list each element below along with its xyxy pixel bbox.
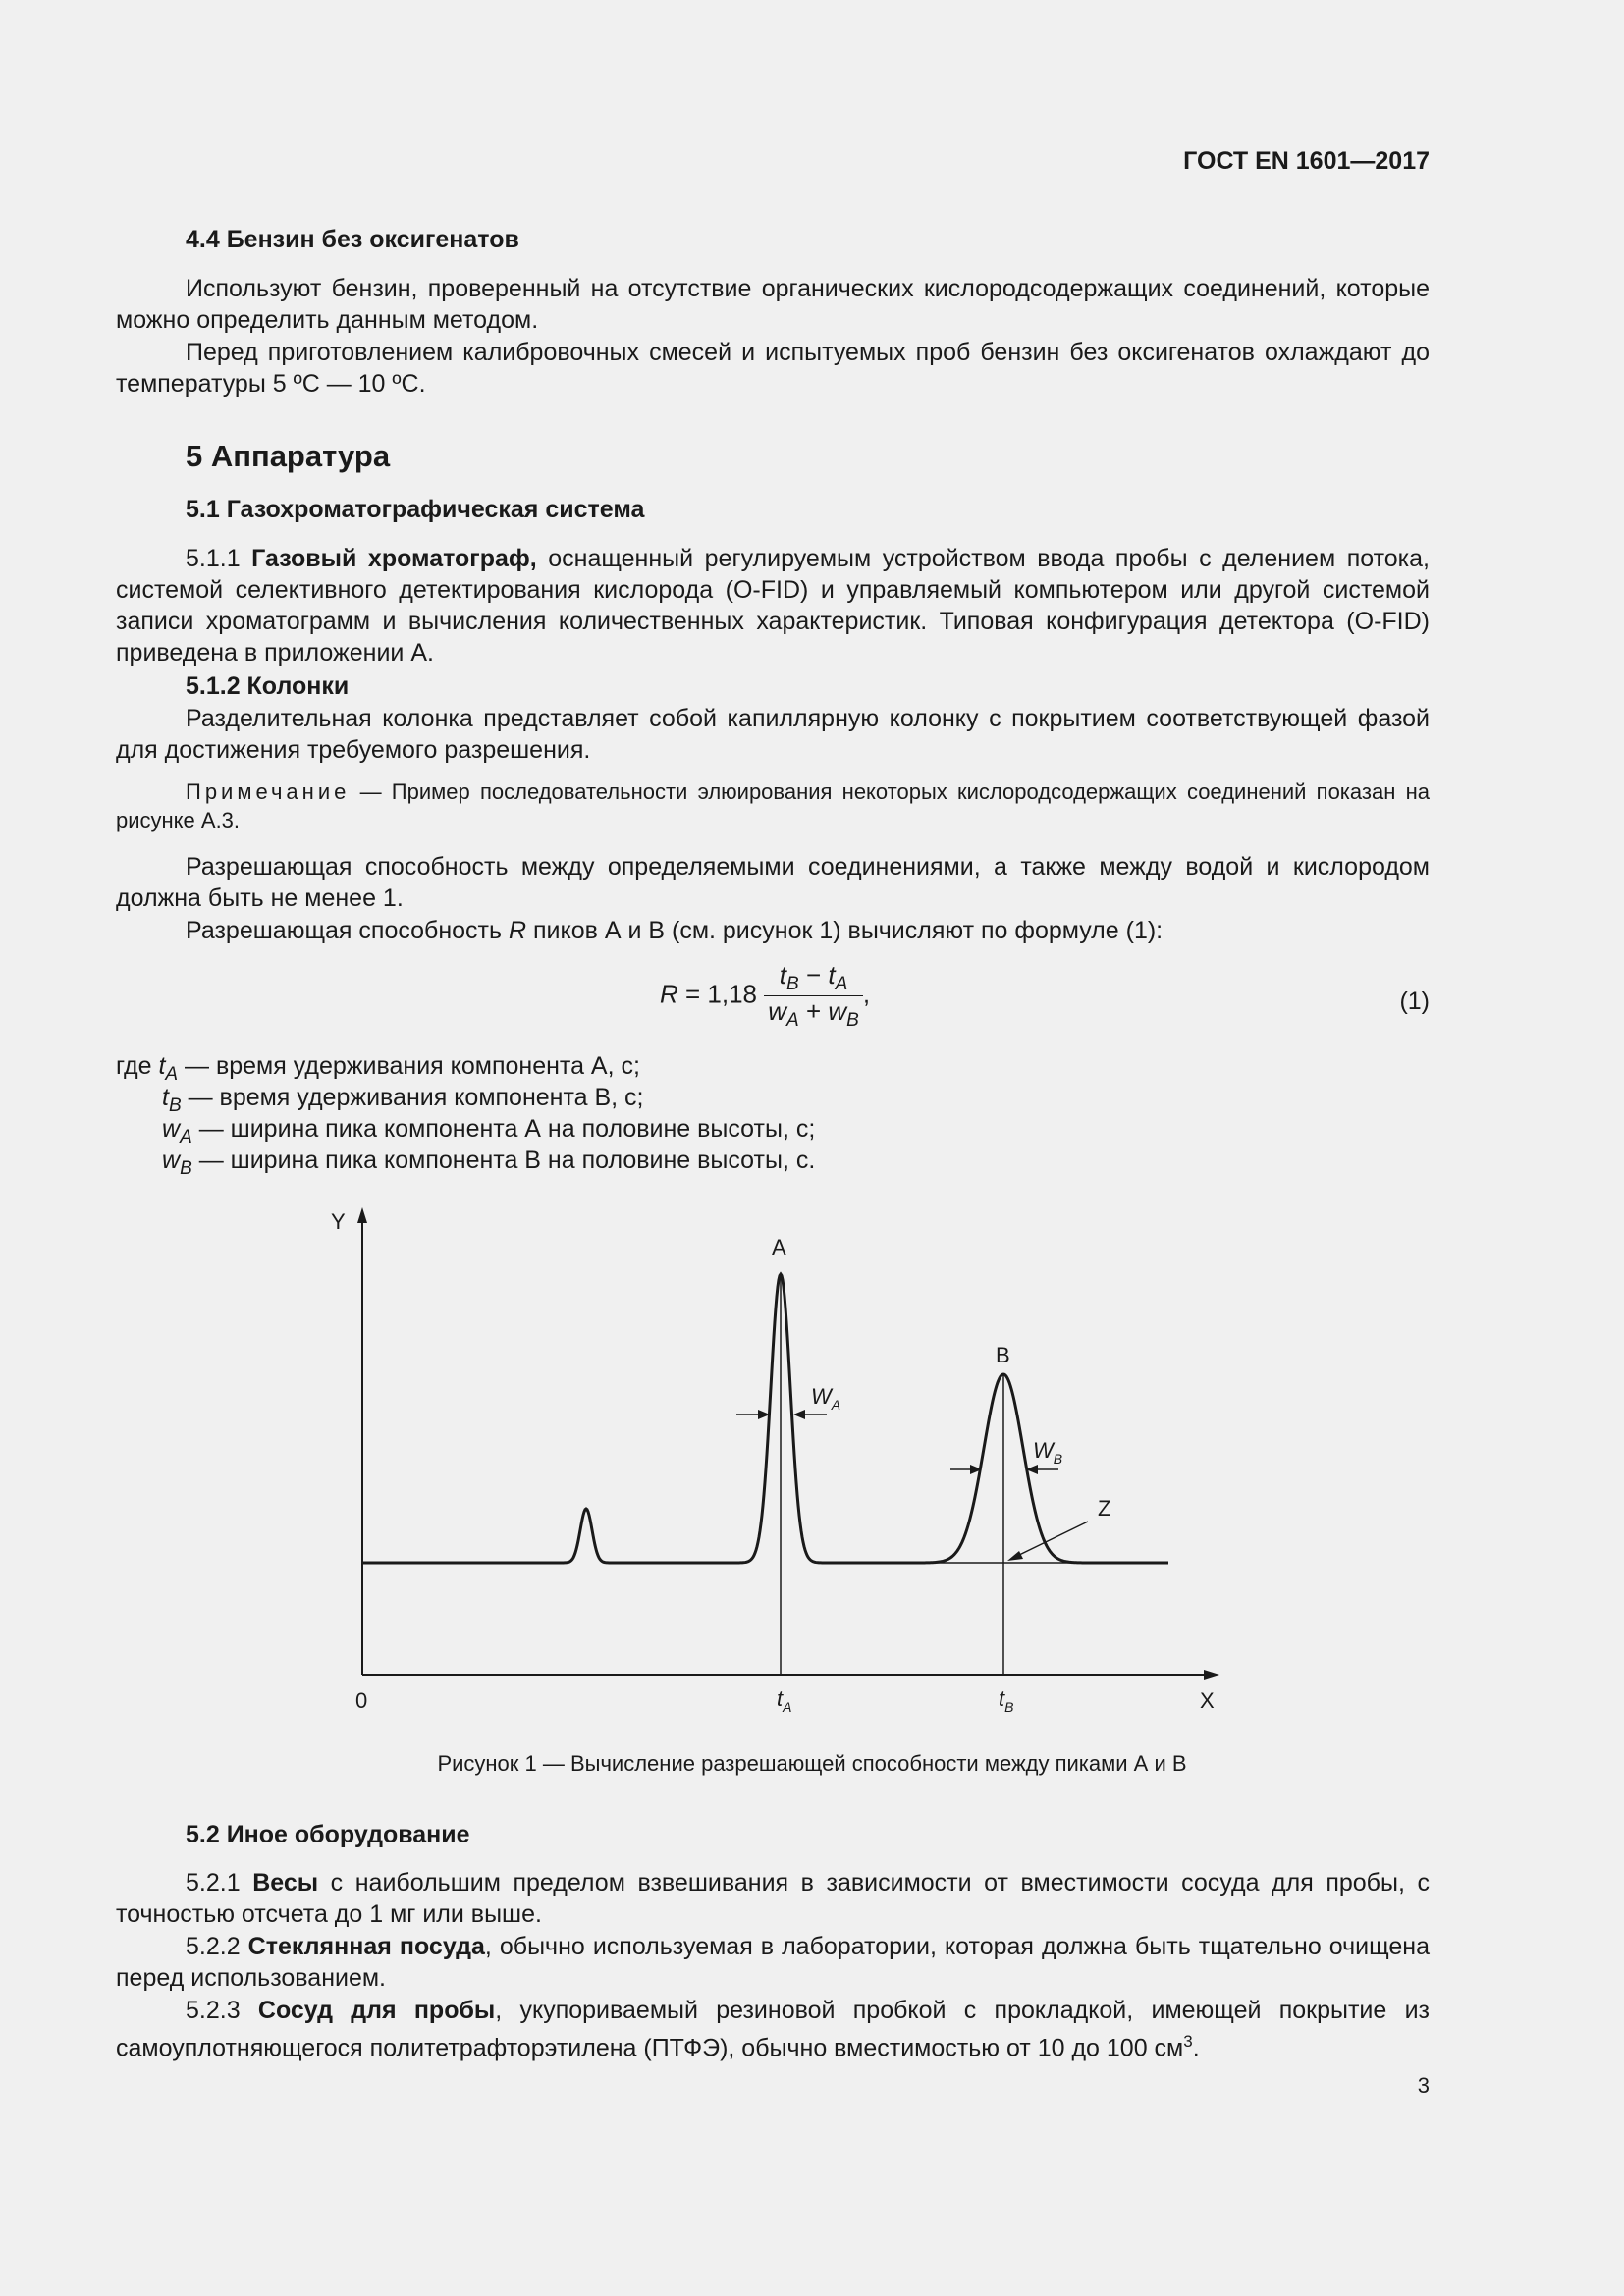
paragraph-number: 5.2.3 bbox=[186, 1997, 258, 2024]
term-glassware: Стеклянная посуда bbox=[247, 1933, 485, 1960]
z-label: Z bbox=[1098, 1496, 1111, 1521]
wa-right-arrowhead bbox=[793, 1410, 805, 1419]
wb-subscript: B bbox=[1053, 1451, 1063, 1467]
ta-subscript: A bbox=[783, 1699, 792, 1715]
formula-numerator bbox=[764, 960, 863, 996]
tb-subscript: B bbox=[1004, 1699, 1014, 1715]
term-gas-chromatograph: Газовый хроматограф, bbox=[251, 545, 537, 572]
z-leader-arrowhead bbox=[1007, 1551, 1023, 1561]
wb-label bbox=[1033, 1438, 1062, 1467]
symbol-t: t bbox=[162, 1084, 169, 1111]
tb-tick-label bbox=[999, 1686, 1013, 1715]
text: Разрешающая способность bbox=[186, 917, 509, 944]
definition-wb bbox=[162, 1145, 815, 1185]
figure-1-chromatogram bbox=[0, 1198, 1624, 1728]
x-axis-arrow bbox=[1204, 1670, 1219, 1680]
document-code: ГОСТ EN 1601—2017 bbox=[1183, 147, 1430, 175]
symbol-w: w bbox=[768, 996, 787, 1026]
symbol-w: w bbox=[828, 996, 847, 1026]
operator-minus: − bbox=[798, 960, 829, 989]
term-scales: Весы bbox=[252, 1869, 319, 1896]
x-axis-label: X bbox=[1200, 1688, 1215, 1713]
symbol-t: t bbox=[828, 960, 836, 989]
note bbox=[116, 777, 1430, 834]
definition-text: — ширина пика компонента В на половине высоты, с. bbox=[191, 1147, 816, 1174]
paragraph-end: . bbox=[1192, 2034, 1200, 2062]
section-4-4-paragraph-1: Используют бензин, проверенный на отсутствие органических кислородсодержащих соединений, которые можно определить данным методом. bbox=[116, 275, 1430, 334]
formula-fraction bbox=[764, 960, 863, 1032]
section-5-1-title: 5.1 Газохроматографическая система bbox=[186, 496, 645, 523]
paragraph-5-1-2: Разделительная колонка представляет собой капиллярную колонку с покрытием соответствующей фазой для достижения требуемого разрешения. bbox=[116, 705, 1430, 764]
note-text: — Пример последовательности элюирования некоторых кислородсодержащих соединений показан на рисунке А.3. bbox=[116, 779, 1430, 832]
symbol-w: w bbox=[162, 1147, 181, 1174]
where-label: где bbox=[116, 1052, 159, 1080]
section-4-4-paragraph-2: Перед приготовлением калибровочных смесей и испытуемых проб бензин без оксигенатов охлаждают до температуры 5 ºС — 10 ºС. bbox=[116, 339, 1430, 398]
paragraph-number: 5.2.1 bbox=[186, 1869, 253, 1896]
term-sample-vessel: Сосуд для пробы bbox=[257, 1997, 496, 2024]
definition-text: — время удерживания компонента В, с; bbox=[181, 1084, 644, 1111]
paragraph-number: 5.1.1 bbox=[186, 545, 241, 572]
w-symbol: W bbox=[811, 1384, 832, 1409]
wa-label bbox=[811, 1384, 840, 1413]
definition-text: — время удерживания компонента А, с; bbox=[178, 1052, 640, 1080]
paragraph-5-1-1 bbox=[116, 543, 1430, 668]
formula-number: (1) bbox=[1399, 988, 1430, 1015]
symbol-w: w bbox=[162, 1115, 181, 1143]
subscript-b: B bbox=[168, 1095, 182, 1116]
paragraph-number: 5.2.2 bbox=[186, 1933, 248, 1960]
formula-1 bbox=[660, 960, 870, 1032]
paragraph-resolution-2 bbox=[116, 915, 1430, 946]
text: пиков А и В (см. рисунок 1) вычисляют по формуле (1): bbox=[526, 917, 1164, 944]
subscript-a: A bbox=[180, 1127, 192, 1148]
paragraph-5-2-1 bbox=[116, 1867, 1430, 1930]
symbol-t: t bbox=[779, 960, 787, 989]
paragraph-text: , обычно используемая в лаборатории, которая должна быть тщательно очищена перед использованием. bbox=[116, 1933, 1431, 1992]
peak-b-label: B bbox=[996, 1343, 1010, 1367]
paragraph-5-2-3 bbox=[116, 1995, 1430, 2063]
paragraph-text: с наибольшим пределом взвешивания в зависимости от вместимости сосуда для пробы, с точностью отсчета до 1 мг или выше. bbox=[116, 1869, 1430, 1928]
y-axis-label: Y bbox=[331, 1209, 346, 1234]
formula-denominator bbox=[764, 996, 863, 1032]
formula-lhs: R bbox=[660, 979, 678, 1009]
symbol-r: R bbox=[508, 917, 527, 944]
subscript-b: B bbox=[846, 1010, 859, 1031]
section-5-title: 5 Аппаратура bbox=[186, 439, 391, 473]
t-symbol: t bbox=[777, 1686, 784, 1711]
symbol-t: t bbox=[158, 1052, 166, 1080]
page-number: 3 bbox=[1417, 2073, 1430, 2098]
subscript-a: A bbox=[786, 1010, 799, 1031]
paragraph-text: оснащенный регулируемым устройством ввода пробы с делением потока, системой селективного детектирования кислорода (O-FID) и управляемый компьютером или другой системой записи хроматограмм и вычисления количественных характеристик. Типовая конфигурация детектора (O-FID) приведена в приложении А. bbox=[116, 545, 1431, 667]
y-axis-arrow bbox=[357, 1207, 367, 1223]
superscript-3: 3 bbox=[1183, 2032, 1193, 2051]
section-4-4-title: 4.4 Бензин без оксигенатов bbox=[186, 226, 519, 253]
t-symbol: t bbox=[999, 1686, 1005, 1711]
peak-a-label: A bbox=[772, 1235, 786, 1259]
formula-coefficient: = 1,18 bbox=[677, 979, 758, 1009]
section-5-1-2-title: 5.1.2 Колонки bbox=[186, 672, 350, 700]
section-5-2-title: 5.2 Иное оборудование bbox=[186, 1821, 470, 1848]
definition-text: — ширина пика компонента А на половине высоты, с; bbox=[191, 1115, 816, 1143]
subscript-b: B bbox=[180, 1158, 192, 1179]
formula-comma: , bbox=[862, 979, 871, 1009]
chromatogram-trace bbox=[362, 1274, 1168, 1563]
subscript-b: B bbox=[786, 974, 799, 994]
operator-plus: + bbox=[798, 996, 829, 1026]
note-label: Примечание bbox=[186, 779, 351, 804]
paragraph-5-2-2 bbox=[116, 1931, 1430, 1994]
origin-label: 0 bbox=[355, 1688, 368, 1713]
subscript-a: A bbox=[835, 974, 848, 994]
paragraph-text: , укупориваемый резиновой пробкой с прокладкой, имеющей покрытие из самоуплотняющегося политетрафторэтилена (ПТФЭ), обычно вместимостью от 10 до 100 см bbox=[116, 1997, 1430, 2062]
figure-1-caption: Рисунок 1 — Вычисление разрешающей способности между пиками А и В bbox=[437, 1751, 1187, 1776]
w-symbol: W bbox=[1033, 1438, 1054, 1463]
wa-subscript: A bbox=[831, 1397, 841, 1413]
subscript-a: A bbox=[165, 1064, 179, 1085]
ta-tick-label bbox=[777, 1686, 791, 1715]
paragraph-resolution-1: Разрешающая способность между определяемыми соединениями, а также между водой и кислородом должна быть не менее 1. bbox=[116, 853, 1430, 912]
